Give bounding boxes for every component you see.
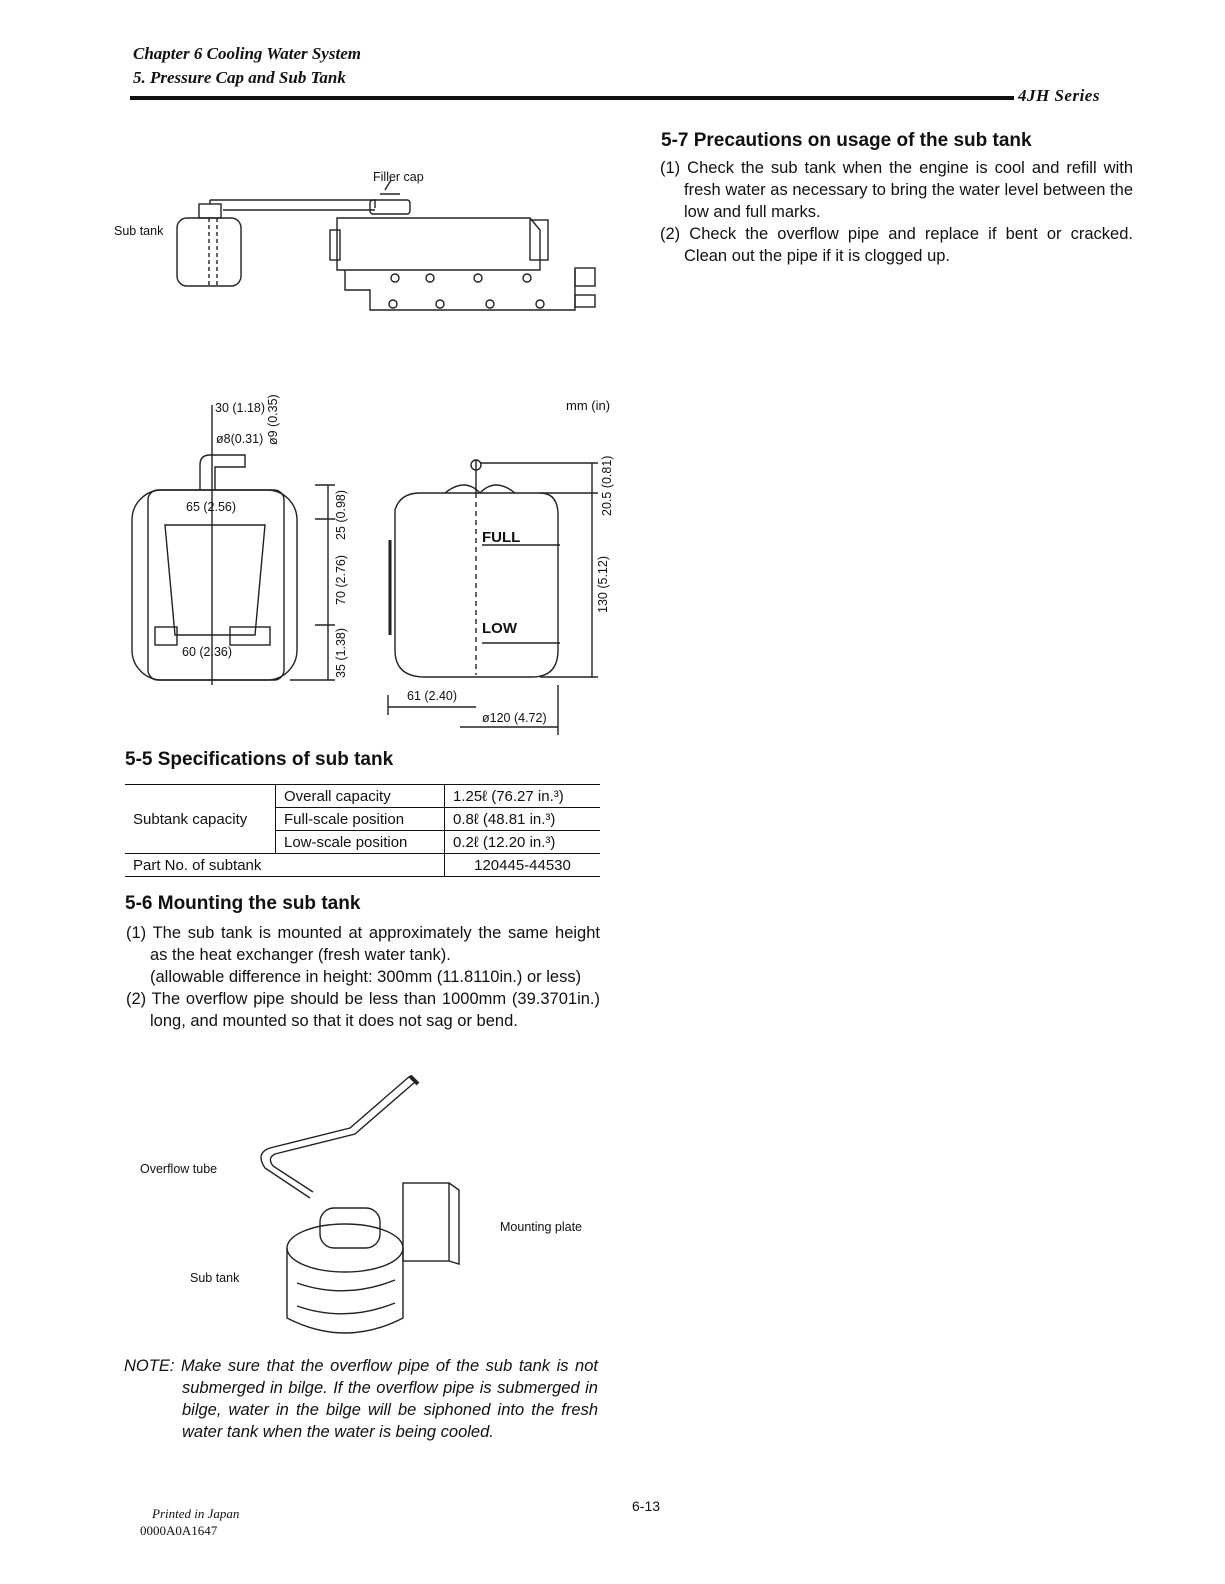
page-number: 6-13 [632, 1498, 661, 1514]
note-text: NOTE: Make sure that the overflow pipe of the sub tank is not submerged in bilge. If the overflow pipe is submerged in bilge, water in the bilge will be siphoned into the fresh water tank when the water is being cooled. [124, 1357, 598, 1441]
mounting-text [126, 922, 600, 1032]
chapter-title: Chapter 6 Cooling Water System [133, 44, 361, 63]
precaution-item-1: (1) Check the sub tank when the engine is cool and refill with fresh water as necessary to bring the water level between the low and full marks. [660, 159, 1133, 221]
dim-30: 30 (1.18) [215, 401, 266, 415]
spec-label-part-no: Part No. of subtank [125, 854, 445, 877]
sub-tank-dimension-drawing [120, 395, 630, 740]
printed-label: Printed in Japan [152, 1506, 240, 1521]
doc-code: 0000A0A1647 [140, 1523, 218, 1538]
spec-item: Low-scale position [276, 831, 445, 854]
cooling-system-figure [105, 160, 615, 335]
series-label: 4JH Series [1018, 86, 1100, 105]
dim-65: 65 (2.56) [186, 500, 237, 514]
low-mark: LOW [482, 620, 517, 637]
spec-value: 0.2ℓ (12.20 in.³) [453, 833, 556, 851]
mounting-item-1: (1) The sub tank is mounted at approximately the same height as the heat exchanger (fresh water tank). [126, 924, 600, 964]
filler-cap-label: Filler cap [373, 170, 424, 184]
mounting-figure [225, 1068, 465, 1348]
section-title: 5. Pressure Cap and Sub Tank [133, 68, 346, 87]
full-mark: FULL [482, 529, 521, 546]
spec-item: Overall capacity [276, 785, 445, 808]
mounting-item-1-note: (allowable difference in height: 300mm (11.8110in.) or less) [150, 968, 582, 986]
sub-tank-label-bottom: Sub tank [190, 1271, 240, 1285]
dim-20-5: 20.5 (0.81) [600, 455, 614, 516]
mounting-heading: 5-6 Mounting the sub tank [125, 893, 361, 914]
mounting-plate-label: Mounting plate [500, 1220, 583, 1234]
spec-value: 1.25ℓ (76.27 in.³) [445, 785, 601, 808]
unit-label: mm (in) [566, 398, 611, 413]
precautions-heading: 5-7 Precautions on usage of the sub tank [661, 130, 1032, 151]
dim-130: 130 (5.12) [596, 556, 610, 613]
spec-label-capacity: Subtank capacity [125, 785, 276, 854]
spec-value: 0.8ℓ (48.81 in.³) [445, 808, 601, 831]
dim-60: 60 (2.36) [182, 645, 233, 659]
spec-item: Full-scale position [276, 808, 445, 831]
dim-9: ø9 (0.35) [266, 394, 280, 445]
mounting-item-2: (2) The overflow pipe should be less than 1000mm (39.3701in.) long, and mounted so that it does not sag or bend. [126, 990, 600, 1030]
dim-25: 25 (0.98) [334, 489, 348, 540]
header-rule [130, 96, 1014, 100]
overflow-tube-label: Overflow tube [140, 1162, 218, 1176]
spec-part-no: 120445-44530 [474, 856, 571, 874]
precaution-item-2: (2) Check the overflow pipe and replace if bent or cracked. Clean out the pipe if it is clogged up. [660, 225, 1133, 265]
spec-table [125, 784, 600, 877]
dim-70: 70 (2.76) [334, 554, 348, 605]
spec-heading: 5-5 Specifications of sub tank [125, 749, 394, 770]
dim-8: ø8(0.31) [216, 432, 264, 446]
precautions-text [660, 157, 1133, 267]
sub-tank-label-top: Sub tank [114, 224, 164, 238]
dim-61: 61 (2.40) [407, 689, 458, 703]
dim-120: ø120 (4.72) [482, 711, 547, 725]
dim-35: 35 (1.38) [334, 627, 348, 678]
